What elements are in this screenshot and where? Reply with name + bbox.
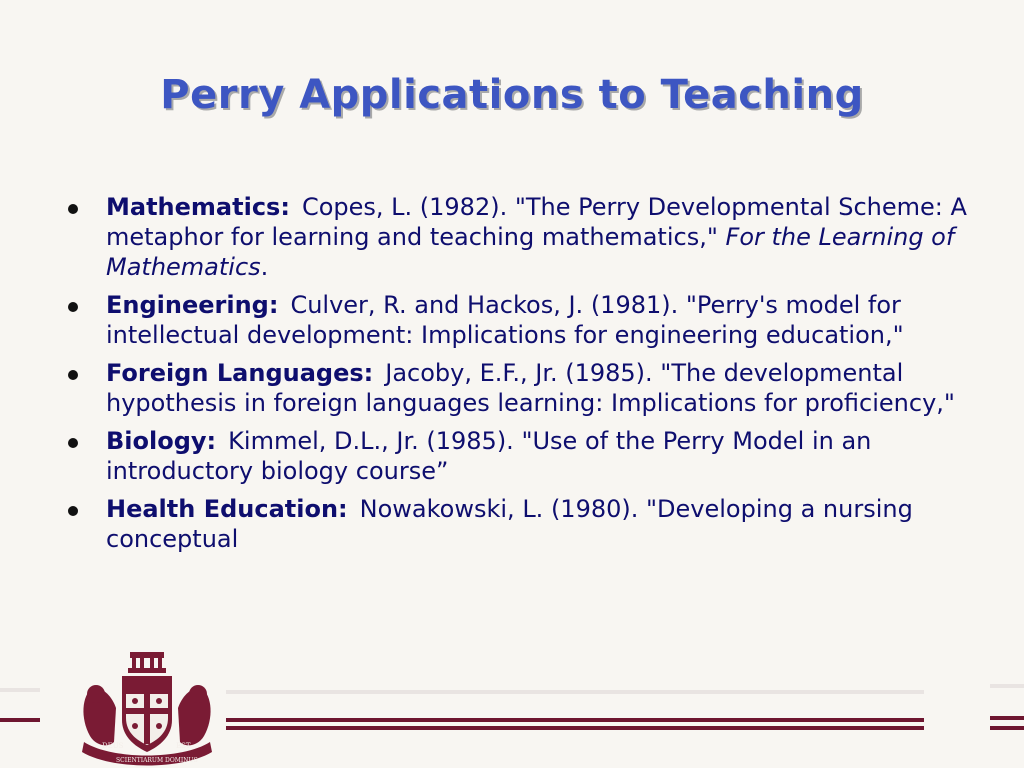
bullet-list: [60, 192, 980, 562]
item-text: Culver, R. and Hackos, J. (1981). "Perry's model for intellectual development: Implications for engineering education,": [106, 291, 904, 349]
svg-text:EST: EST: [176, 742, 191, 750]
footer-rule: [226, 726, 924, 730]
bullet-icon: [68, 506, 78, 516]
bullet-icon: [68, 204, 78, 214]
slide-title: Perry Applications to Teaching: [160, 72, 864, 118]
item-text: Jacoby, E.F., Jr. (1985). "The developmental hypothesis in foreign languages learning: Implications for proficiency,": [106, 359, 955, 417]
university-crest-logo: [72, 648, 222, 768]
item-text: Copes, L. (1982). "The Perry Developmental Scheme: A metaphor for learning and teaching mathematics,": [106, 193, 967, 251]
svg-text:DEUS: DEUS: [102, 742, 124, 750]
list-item: [60, 290, 980, 350]
svg-text:SCIENTIARUM DOMINUS: SCIENTIARUM DOMINUS: [116, 757, 198, 764]
list-item: [60, 494, 980, 554]
item-text: Kimmel, D.L., Jr. (1985). "Use of the Perry Model in an introductory biology course”: [106, 427, 872, 485]
item-label: Health Education:: [106, 495, 348, 523]
item-label: Biology:: [106, 427, 217, 455]
footer-rule: [226, 718, 924, 722]
item-label: Engineering:: [106, 291, 279, 319]
item-text: Nowakowski, L. (1980). "Developing a nursing conceptual: [106, 495, 913, 553]
item-trailing-text: .: [260, 253, 269, 281]
footer-rule-light: [226, 690, 924, 694]
bullet-icon: [68, 370, 78, 380]
list-item: [60, 358, 980, 418]
footer-rule: [990, 716, 1024, 720]
footer-rule-light: [990, 684, 1024, 688]
item-label: Foreign Languages:: [106, 359, 374, 387]
list-item: [60, 426, 980, 486]
footer-rule: [990, 726, 1024, 730]
bullet-icon: [68, 438, 78, 448]
item-label: Mathematics:: [106, 193, 290, 221]
footer-rule-light: [0, 688, 40, 692]
item-italic-text: For the Learning of Mathematics: [106, 223, 955, 281]
footer-rule: [0, 718, 40, 722]
list-item: [60, 192, 980, 282]
bullet-icon: [68, 302, 78, 312]
